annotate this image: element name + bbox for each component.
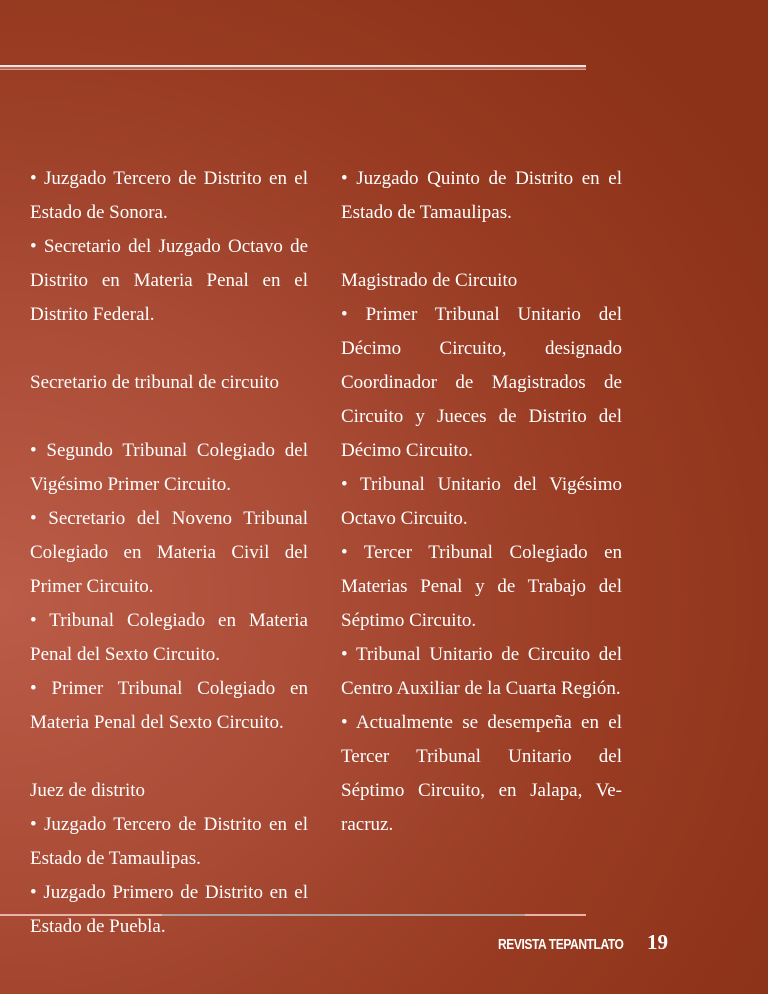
list-item: • Secretario del Noveno Tribunal Colegiado en Materia Civil del Primer Circuito.: [30, 508, 308, 597]
page-number: 19: [647, 930, 668, 954]
list-item: • Tribunal Unitario del Vigésimo Octavo Circuito.: [341, 474, 622, 529]
list-item: • Juzgado Quinto de Distrito en el Estado de Tamaulipas.: [341, 168, 622, 223]
bottom-divider: [0, 914, 586, 916]
list-item: • Juzgado Tercero de Distrito en el Estado de Sonora.: [30, 168, 308, 223]
list-item: • Tercer Tribunal Colegiado en Materias Penal y de Trabajo del Séptimo Circuito.: [341, 542, 622, 631]
list-item: • Juzgado Primero de Distrito en el Estado de Puebla.: [30, 882, 308, 937]
list-item: • Primer Tribunal Unitario del Décimo Circuito, designado Coordinador de Magistrados de Circuito y Jueces de Distrito del Décimo Circuito.: [341, 304, 622, 461]
section-heading: Secretario de tribunal de circuito: [30, 372, 280, 393]
list-item: • Segundo Tribunal Colegiado del Vigésimo Primer Circuito.: [30, 440, 308, 495]
list-item: • Secretario del Juzgado Octavo de Distrito en Materia Penal en el Distrito Federal.: [30, 236, 308, 325]
paragraph-gap: [30, 400, 308, 434]
journal-title: REVISTA TEPANTLATO: [498, 936, 624, 953]
left-column: [30, 162, 308, 944]
list-item: • Juzgado Tercero de Distrito en el Estado de Tamaulipas.: [30, 814, 308, 869]
paragraph-gap: [30, 740, 308, 774]
paragraph-gap: [341, 230, 622, 264]
section-heading: Juez de distrito: [30, 780, 146, 801]
list-item: • Tribunal Colegiado en Materia Penal del Sexto Circuito.: [30, 610, 308, 665]
paragraph-gap: [30, 332, 308, 366]
bottom-divider-accent: [162, 914, 525, 916]
list-item: • Tribunal Unitario de Circuito del Centro Auxiliar de la Cuarta Región.: [341, 644, 622, 699]
section-heading: Magistrado de Circuito: [341, 270, 518, 291]
top-divider: [0, 65, 586, 70]
list-item: • Primer Tribunal Colegiado en Materia Penal del Sexto Circuito.: [30, 678, 308, 733]
right-column: [341, 162, 622, 842]
list-item: • Actualmente se desempeña en el Tercer Tribunal Unitario del Séptimo Circuito, en Jalapa, Veracruz.: [341, 712, 622, 835]
